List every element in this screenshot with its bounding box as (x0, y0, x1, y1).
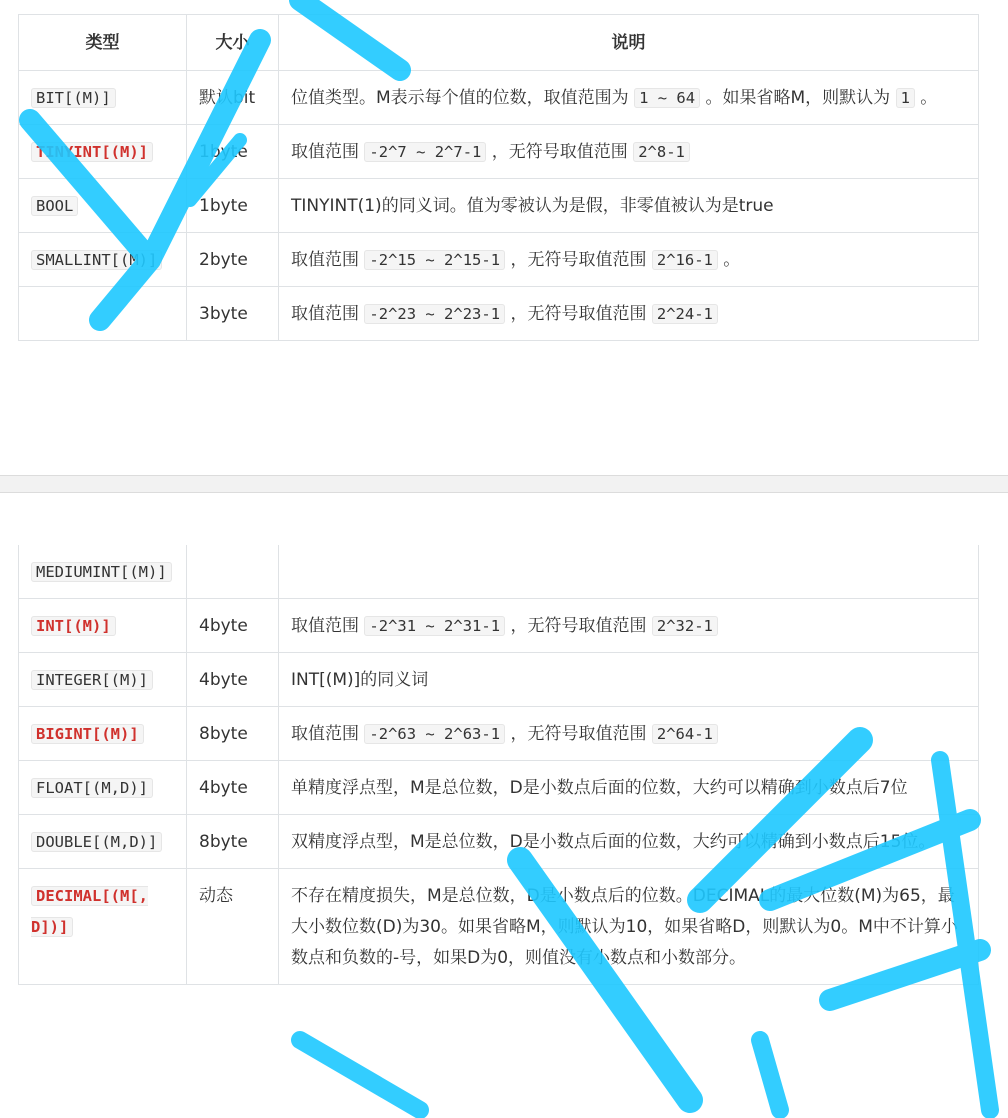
table-row (19, 179, 979, 233)
size-cell: 默认bit (187, 71, 279, 125)
desc-cell (279, 707, 979, 761)
size-cell: 4byte (187, 653, 279, 707)
desc-text: 取值范围 (291, 250, 365, 270)
desc-code: 2^8-1 (633, 142, 690, 162)
type-cell (19, 815, 187, 869)
desc-cell (279, 599, 979, 653)
size-cell: 4byte (187, 761, 279, 815)
desc-code: 2^32-1 (652, 616, 718, 636)
type-code: BIT[(M)] (31, 88, 116, 108)
desc-cell (279, 71, 979, 125)
type-code: SMALLINT[(M)] (31, 250, 162, 270)
desc-code: 1 (896, 88, 915, 108)
desc-text: 位值类型。M表示每个值的位数，取值范围为 (291, 88, 635, 108)
size-cell: 8byte (187, 815, 279, 869)
table-row (19, 707, 979, 761)
header-size: 大小 (187, 15, 279, 71)
desc-text: 取值范围 (291, 616, 365, 636)
desc-text: ，无符号取值范围 (505, 616, 652, 636)
table-row (19, 233, 979, 287)
desc-text: INT[(M)]的同义词 (291, 670, 429, 690)
desc-text: ，无符号取值范围 (505, 250, 652, 270)
desc-text: 取值范围 (291, 724, 365, 744)
type-code: FLOAT[(M,D)] (31, 778, 153, 798)
page-break-gap (0, 475, 1008, 493)
desc-code: -2^31 ~ 2^31-1 (364, 616, 505, 636)
desc-code: 2^16-1 (652, 250, 718, 270)
type-cell (19, 545, 187, 599)
size-cell: 8byte (187, 707, 279, 761)
type-code: INTEGER[(M)] (31, 670, 153, 690)
desc-cell (279, 545, 979, 599)
desc-code: -2^15 ~ 2^15-1 (364, 250, 505, 270)
desc-cell (279, 287, 979, 341)
desc-text: 。 (914, 88, 938, 108)
table-row (19, 653, 979, 707)
size-cell: 1byte (187, 125, 279, 179)
type-cell (19, 761, 187, 815)
desc-code: 1 ~ 64 (634, 88, 700, 108)
table-row (19, 71, 979, 125)
type-cell (19, 599, 187, 653)
type-code: DOUBLE[(M,D)] (31, 832, 162, 852)
type-cell (19, 707, 187, 761)
desc-text: 。如果省略M，则默认为 (700, 88, 896, 108)
desc-cell (279, 179, 979, 233)
type-cell (19, 287, 187, 341)
desc-code: 2^24-1 (652, 304, 718, 324)
size-cell: 2byte (187, 233, 279, 287)
size-cell: 3byte (187, 287, 279, 341)
table-header-row (19, 15, 979, 71)
type-cell (19, 653, 187, 707)
table-panel-top (18, 14, 979, 426)
table-row (19, 869, 979, 985)
desc-text: 双精度浮点型，M是总位数，D是小数点后面的位数，大约可以精确到小数点后15位。 (291, 832, 936, 852)
table-row (19, 761, 979, 815)
size-cell (187, 545, 279, 599)
data-types-table (18, 14, 979, 341)
desc-text: ，无符号取值范围 (505, 724, 652, 744)
desc-text: 取值范围 (291, 142, 365, 162)
desc-cell (279, 653, 979, 707)
desc-text: 单精度浮点型，M是总位数，D是小数点后面的位数，大约可以精确到小数点后7位 (291, 778, 908, 798)
desc-text: ，无符号取值范围 (505, 304, 652, 324)
desc-text: TINYINT(1)的同义词。值为零被认为是假，非零值被认为是true (291, 196, 774, 216)
size-cell: 4byte (187, 599, 279, 653)
desc-cell (279, 233, 979, 287)
type-code: INT[(M)] (31, 616, 116, 636)
desc-text: 取值范围 (291, 304, 365, 324)
table-row (19, 287, 979, 341)
desc-cell (279, 125, 979, 179)
table-row (19, 125, 979, 179)
desc-cell (279, 761, 979, 815)
table-row (19, 599, 979, 653)
header-type: 类型 (19, 15, 187, 71)
type-cell (19, 71, 187, 125)
desc-code: -2^63 ~ 2^63-1 (364, 724, 505, 744)
table-row (19, 815, 979, 869)
type-code: TINYINT[(M)] (31, 142, 153, 162)
size-cell: 动态 (187, 869, 279, 985)
desc-cell (279, 815, 979, 869)
type-code: MEDIUMINT[(M)] (31, 562, 172, 582)
table-panel-bottom (18, 545, 979, 1105)
type-code: DECIMAL[(M[,D])] (31, 887, 148, 936)
desc-code: 2^64-1 (652, 724, 718, 744)
header-desc: 说明 (279, 15, 979, 71)
desc-cell (279, 869, 979, 985)
desc-text: ，无符号取值范围 (486, 142, 634, 162)
data-types-table-continued (18, 545, 979, 985)
table-row (19, 545, 979, 599)
size-cell: 1byte (187, 179, 279, 233)
type-code: BOOL (31, 196, 78, 216)
desc-code: -2^23 ~ 2^23-1 (364, 304, 505, 324)
desc-code: -2^7 ~ 2^7-1 (364, 142, 486, 162)
type-cell (19, 233, 187, 287)
desc-text: 。 (717, 250, 741, 270)
type-cell (19, 125, 187, 179)
type-code: BIGINT[(M)] (31, 724, 144, 744)
desc-text: 不存在精度损失，M是总位数，D是小数点后的位数。DECIMAL的最大位数(M)为65，最大小数位数(D)为30。如果省略M，则默认为10，如果省略D，则默认为0。M中不计算小数点和负数的-号，如果D为0，则值没有小数点和小数部分。 (291, 886, 958, 968)
type-cell (19, 179, 187, 233)
type-cell (19, 869, 187, 985)
